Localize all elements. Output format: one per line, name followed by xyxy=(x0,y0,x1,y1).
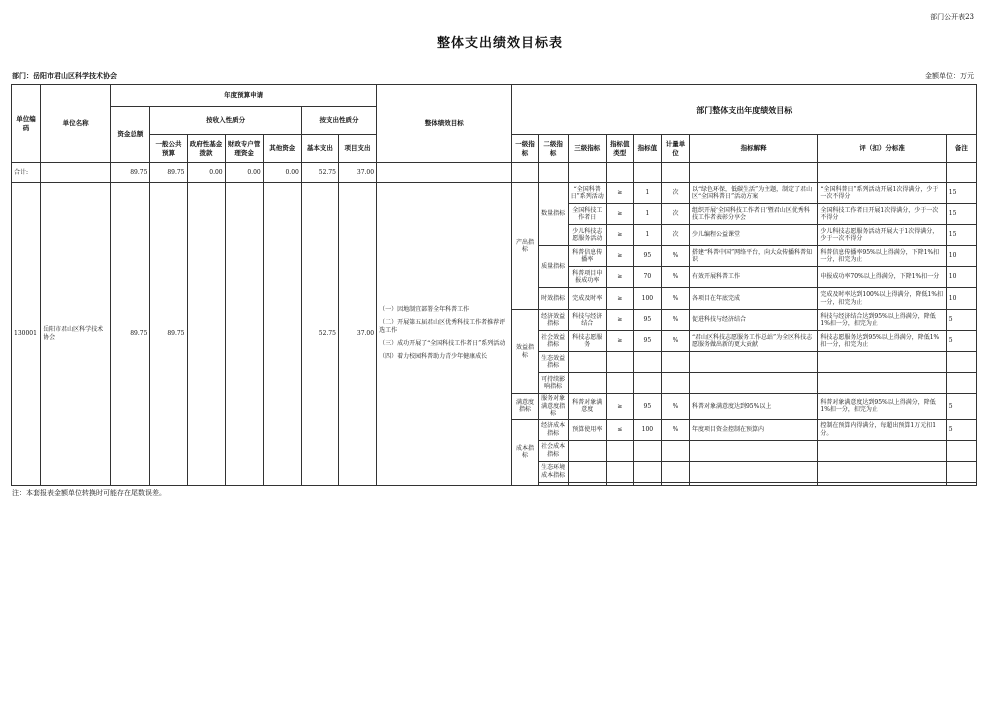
total-other: 0.00 xyxy=(263,163,301,183)
unit-total: 89.75 xyxy=(111,183,150,486)
col-basic-exp: 基本支出 xyxy=(301,135,338,163)
indicator-type: ≥ xyxy=(606,225,633,246)
indicator-score: 科普对象满意度达到95%以上得满分，降低1%扣一分，扣完为止 xyxy=(818,394,946,420)
department-label: 部门：岳阳市君山区科学技术协会 xyxy=(12,71,117,80)
indicator-type: ≥ xyxy=(606,288,633,310)
col-measure-unit: 计量单位 xyxy=(661,135,689,163)
indicator-name: 科普信息传播率 xyxy=(568,246,606,267)
total-gov-fund: 0.00 xyxy=(187,163,225,183)
col-value-type: 指标值类型 xyxy=(606,135,633,163)
level1-satisfaction: 满意度指标 xyxy=(512,394,538,420)
col-unit-name: 单位名称 xyxy=(41,85,111,163)
col-unit-code: 单位编码 xyxy=(12,85,41,163)
col-level3: 三级指标 xyxy=(568,135,606,163)
col-dept-targets: 部门整体支出年度绩效目标 xyxy=(512,85,977,135)
indicator-value: 1 xyxy=(633,204,661,225)
unit-name: 岳阳市君山区科学技术协会 xyxy=(41,183,111,486)
indicator-name: 预算使用率 xyxy=(568,419,606,440)
col-by-income: 按收入性质分 xyxy=(150,107,301,135)
level2-social-benefit: 社会效益指标 xyxy=(538,331,568,352)
level2-eco-cost: 生态环境成本指标 xyxy=(538,461,568,482)
indicator-score: “全国科普日”系列活动开展1次得满分，少于一次不得分 xyxy=(818,183,946,204)
indicator-remark: 15 xyxy=(946,204,976,225)
overall-goals xyxy=(377,183,512,486)
indicator-name: “全国科普日”系列活动 xyxy=(568,183,606,204)
indicator-value: 100 xyxy=(633,288,661,310)
indicator-explain: “君山区科技志愿服务工作总站”为全区科技志愿服务做出新的更大贡献 xyxy=(689,331,817,352)
level2-quantity: 数量指标 xyxy=(538,183,568,246)
col-project-exp: 项目支出 xyxy=(338,135,376,163)
indicator-remark: 10 xyxy=(946,267,976,288)
indicator-name: 少儿科技志愿服务活动 xyxy=(568,225,606,246)
indicator-remark: 15 xyxy=(946,183,976,204)
indicator-type: ≥ xyxy=(606,246,633,267)
goal-item: （一）因地制宜部署全年科普工作 xyxy=(379,306,470,314)
indicator-remark: 5 xyxy=(946,419,976,440)
indicator-remark: 10 xyxy=(946,288,976,310)
col-explanation: 指标解释 xyxy=(689,135,817,163)
indicator-unit: 次 xyxy=(661,204,689,225)
indicator-score: 完成及时率达到100%以上得满分，降低1%扣一分，扣完为止 xyxy=(818,288,946,310)
total-special: 0.00 xyxy=(225,163,263,183)
indicator-score: 少儿科技志愿服务活动开展大于1次得满分，少于一次不得分 xyxy=(818,225,946,246)
goal-item: （二）开展第五届君山区优秀科技工作者推荐评选工作 xyxy=(379,319,506,335)
total-project: 37.00 xyxy=(338,163,376,183)
indicator-score: 科普信息传播率95%以上得满分，下降1%扣一分，扣完为止 xyxy=(818,246,946,267)
unit-project: 37.00 xyxy=(338,183,376,486)
indicator-type: ≥ xyxy=(606,183,633,204)
indicator-type: ≥ xyxy=(606,394,633,420)
level2-economic-cost: 经济成本指标 xyxy=(538,419,568,440)
level2-eco-benefit: 生态效益指标 xyxy=(538,352,568,373)
indicator-unit: % xyxy=(661,246,689,267)
footnote: 注：本套报表金额单位转换时可能存在尾数误差。 xyxy=(12,489,166,497)
col-value: 指标值 xyxy=(633,135,661,163)
indicator-value: 70 xyxy=(633,267,661,288)
total-funds: 89.75 xyxy=(111,163,150,183)
col-other-funds: 其他资金 xyxy=(263,135,301,163)
indicator-remark: 10 xyxy=(946,246,976,267)
indicator-remark: 5 xyxy=(946,331,976,352)
goal-item: （四）着力校园科普助力青少年健康成长 xyxy=(379,353,488,361)
col-total-funds: 资金总额 xyxy=(111,107,150,163)
indicator-unit: 次 xyxy=(661,225,689,246)
indicator-unit: % xyxy=(661,419,689,440)
indicator-explain: 科普对象满意度达到95%以上 xyxy=(689,394,817,420)
indicator-explain: 以“绿色环保，低碳生活”为主题，制定了君山区“全国科普日”活动方案 xyxy=(689,183,817,204)
amount-unit-label: 金额单位：万元 xyxy=(925,72,974,80)
total-label: 合计: xyxy=(12,163,41,183)
unit-basic: 52.75 xyxy=(301,183,338,486)
col-level1: 一级指标 xyxy=(512,135,538,163)
level2-economic-benefit: 经济效益指标 xyxy=(538,310,568,331)
indicator-type: ≤ xyxy=(606,419,633,440)
indicator-remark: 15 xyxy=(946,225,976,246)
indicator-explain: 少儿编程公益课堂 xyxy=(689,225,817,246)
indicator-explain: 有效开展科普工作 xyxy=(689,267,817,288)
indicator-explain: 年度项目资金控制在预算内 xyxy=(689,419,817,440)
indicator-name: 科普项目申报成功率 xyxy=(568,267,606,288)
indicator-value: 100 xyxy=(633,419,661,440)
level2-social-cost: 社会成本指标 xyxy=(538,440,568,461)
level2-sustainable: 可持续影响指标 xyxy=(538,373,568,394)
unit-code: 130001 xyxy=(12,183,41,486)
indicator-unit: % xyxy=(661,267,689,288)
col-special-mgmt: 财政专户管理资金 xyxy=(225,135,263,163)
col-scoring: 评（扣）分标准 xyxy=(818,135,946,163)
indicator-value: 95 xyxy=(633,310,661,331)
total-row xyxy=(12,163,977,183)
indicator-type: ≥ xyxy=(606,267,633,288)
level2-timeliness: 时效指标 xyxy=(538,288,568,310)
indicator-name: 全国科技工作者日 xyxy=(568,204,606,225)
goal-item: （三）成功开展了“全国科技工作者日”系列活动 xyxy=(379,340,506,348)
col-gov-fund: 政府性基金拨款 xyxy=(187,135,225,163)
level1-output: 产出指标 xyxy=(512,183,538,310)
col-general-budget: 一般公共预算 xyxy=(150,135,187,163)
indicator-explain: 组织开展‘全国科技工作者日’暨君山区优秀科技工作者表彰分享会 xyxy=(689,204,817,225)
indicator-remark: 5 xyxy=(946,310,976,331)
indicator-unit: % xyxy=(661,288,689,310)
total-general: 89.75 xyxy=(150,163,187,183)
indicator-name: 完成及时率 xyxy=(568,288,606,310)
indicator-score: 科技与经济结合达到95%以上得满分，降低1%扣一分，扣完为止 xyxy=(818,310,946,331)
indicator-explain: 搭建“科普中国”网络平台，向大众传播科普知识 xyxy=(689,246,817,267)
unit-general: 89.75 xyxy=(150,183,187,486)
indicator-value: 95 xyxy=(633,246,661,267)
indicator-value: 95 xyxy=(633,331,661,352)
indicator-name: 科普对象满意度 xyxy=(568,394,606,420)
col-level2: 二级指标 xyxy=(538,135,568,163)
table-row xyxy=(12,183,977,204)
indicator-score: 全国科技工作者日开展1次得满分，少于一次不得分 xyxy=(818,204,946,225)
indicator-unit: % xyxy=(661,310,689,331)
indicator-remark: 5 xyxy=(946,394,976,420)
indicator-name: 科技与经济结合 xyxy=(568,310,606,331)
level2-quality: 质量指标 xyxy=(538,246,568,288)
indicator-value: 1 xyxy=(633,183,661,204)
col-annual-budget: 年度预算申请 xyxy=(111,85,377,107)
indicator-unit: % xyxy=(661,331,689,352)
indicator-unit: % xyxy=(661,394,689,420)
level2-service-satisfaction: 服务对象满意度指标 xyxy=(538,394,568,420)
indicator-score: 控制在预算内得满分，每超出预算1万元扣1分。 xyxy=(818,419,946,440)
col-overall-goal: 整体绩效目标 xyxy=(377,85,512,163)
indicator-type: ≥ xyxy=(606,331,633,352)
total-basic: 52.75 xyxy=(301,163,338,183)
col-by-expense: 按支出性质分 xyxy=(301,107,376,135)
form-number: 部门公开表23 xyxy=(930,13,974,21)
indicator-explain: 促进科技与经济结合 xyxy=(689,310,817,331)
level1-cost: 成本指标 xyxy=(512,419,538,485)
level1-benefit: 效益指标 xyxy=(512,310,538,394)
indicator-type: ≥ xyxy=(606,204,633,225)
performance-table xyxy=(11,84,977,486)
indicator-score: 申报成功率70%以上得满分，下降1%扣一分 xyxy=(818,267,946,288)
indicator-value: 95 xyxy=(633,394,661,420)
col-remarks: 备注 xyxy=(946,135,976,163)
indicator-score: 科技志愿服务达到95%以上得满分，降低1%扣一分，扣完为止 xyxy=(818,331,946,352)
indicator-name: 科技志愿服务 xyxy=(568,331,606,352)
indicator-type: ≥ xyxy=(606,310,633,331)
indicator-value: 1 xyxy=(633,225,661,246)
indicator-explain: 各项目在年底完成 xyxy=(689,288,817,310)
indicator-unit: 次 xyxy=(661,183,689,204)
page-title: 整体支出绩效目标表 xyxy=(436,36,563,51)
